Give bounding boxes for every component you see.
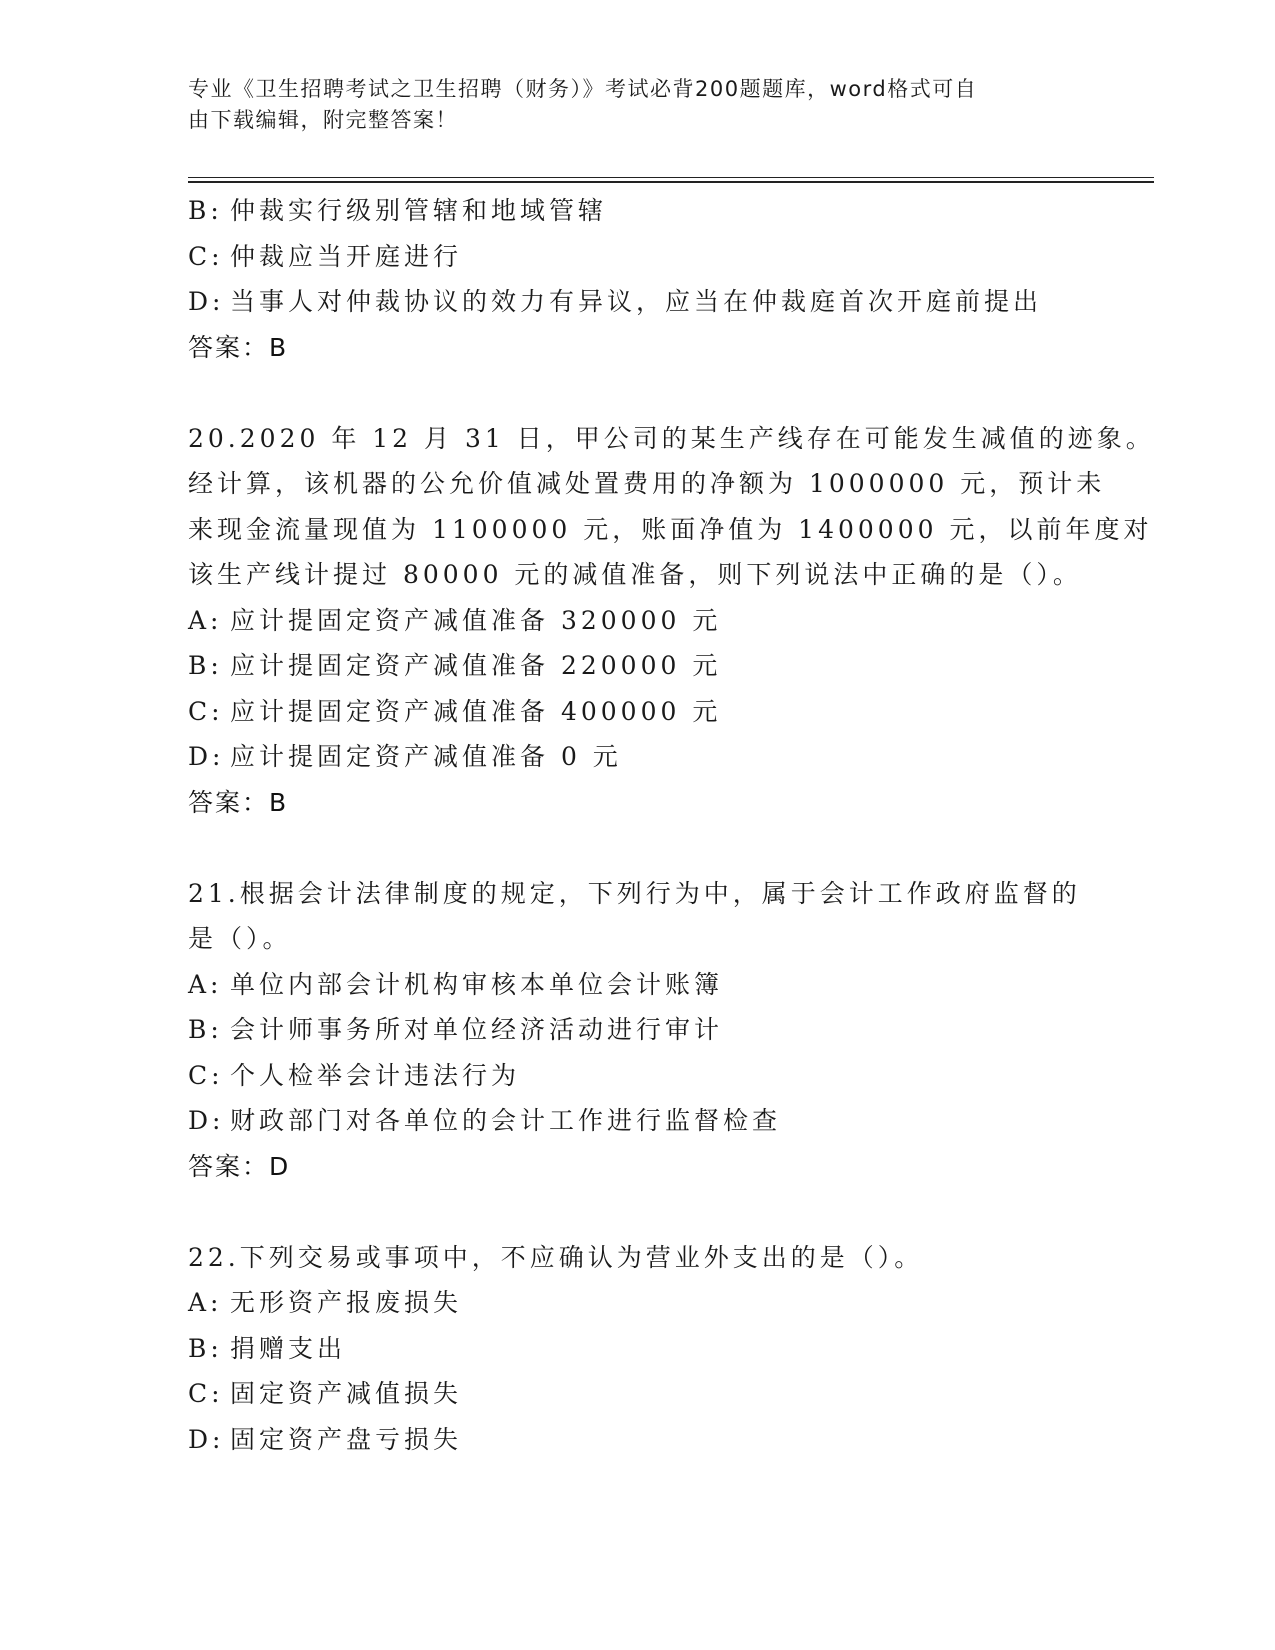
option-key: C:: [188, 241, 224, 271]
option-text: 无形资产报废损失: [230, 1288, 463, 1317]
option-text: 财政部门对各单位的会计工作进行监督检查: [230, 1106, 782, 1135]
question-stem-line: 22.下列交易或事项中，不应确认为营业外支出的是（）。: [188, 1242, 924, 1272]
option-d: [188, 1098, 1088, 1144]
option-a: [188, 1280, 1088, 1326]
option-text: 仲裁应当开庭进行: [230, 241, 463, 271]
header-divider-thin: [188, 177, 1154, 178]
option-text: 捐赠支出: [230, 1333, 347, 1363]
option-text: 单位内部会计机构审核本单位会计账簿: [230, 969, 724, 999]
option-key: B:: [188, 196, 223, 225]
option-d: [188, 734, 1088, 780]
option-key: D:: [188, 1106, 225, 1135]
option-a: [188, 962, 1088, 1008]
option-key: B:: [188, 1015, 223, 1044]
option-d: [188, 1417, 1088, 1463]
question-22: [188, 1235, 1088, 1463]
option-text: 固定资产盘亏损失: [230, 1424, 463, 1454]
option-key: B:: [188, 1333, 223, 1363]
question-stem-line: 该生产线计提过 80000 元的减值准备，则下列说法中正确的是（）。: [188, 560, 1082, 589]
option-text: 固定资产减值损失: [230, 1379, 463, 1408]
option-b: [188, 1326, 1088, 1372]
option-text: 应计提固定资产减值准备 320000 元: [230, 605, 722, 635]
option-key: A:: [188, 1288, 223, 1317]
question-21: [188, 871, 1088, 1190]
option-c: [188, 234, 1088, 280]
option-text: 当事人对仲裁协议的效力有异议，应当在仲裁庭首次开庭前提出: [230, 287, 1043, 316]
option-key: C:: [188, 696, 224, 726]
option-key: A:: [188, 969, 223, 999]
option-key: C:: [188, 1060, 224, 1090]
option-d: [188, 279, 1088, 325]
option-key: C:: [188, 1379, 224, 1408]
header-line-2: 由下载编辑，附完整答案！: [188, 108, 458, 132]
option-key: D:: [188, 742, 225, 771]
answer-label: 答案：B: [188, 332, 289, 362]
option-c: [188, 1053, 1088, 1099]
option-key: B:: [188, 651, 223, 680]
question-stem-line: 21.根据会计法律制度的规定，下列行为中，属于会计工作政府监督的: [188, 878, 1081, 908]
option-key: D:: [188, 1424, 225, 1454]
option-b: [188, 643, 1088, 689]
question-stem-line: 来现金流量现值为 1100000 元，账面净值为 1400000 元，以前年度对: [188, 514, 1153, 544]
option-key: A:: [188, 605, 223, 635]
option-text: 仲裁实行级别管辖和地域管辖: [230, 196, 608, 225]
question-stem-line: 20.2020 年 12 月 31 日，甲公司的某生产线存在可能发生减值的迹象。: [188, 423, 1155, 453]
spacer: [188, 370, 1088, 416]
option-text: 应计提固定资产减值准备 400000 元: [230, 696, 722, 726]
option-b: [188, 1007, 1088, 1053]
spacer: [188, 825, 1088, 871]
document-body: [188, 188, 1155, 1462]
option-c: [188, 689, 1088, 735]
answer-label: 答案：B: [188, 787, 289, 817]
option-c: [188, 1371, 1088, 1417]
option-text: 应计提固定资产减值准备 220000 元: [230, 651, 722, 680]
spacer: [188, 1189, 1088, 1235]
header-divider-thick: [188, 181, 1154, 183]
question-stem-line: 是（）。: [188, 924, 292, 953]
option-key: D:: [188, 287, 225, 316]
question-19-continued: [188, 188, 1088, 370]
header-line-1: 专业《卫生招聘考试之卫生招聘（财务）》考试必背200题题库，word格式可自: [188, 77, 978, 101]
document-header: [188, 74, 1068, 136]
answer-label: 答案：D: [188, 1151, 291, 1181]
option-text: 会计师事务所对单位经济活动进行审计: [230, 1015, 724, 1044]
option-b: [188, 188, 1088, 234]
option-text: 应计提固定资产减值准备 0 元: [230, 742, 622, 771]
question-stem-line: 经计算，该机器的公允价值减处置费用的净额为 1000000 元，预计未: [188, 469, 1106, 498]
option-a: [188, 598, 1088, 644]
question-20: [188, 416, 1155, 826]
option-text: 个人检举会计违法行为: [230, 1060, 521, 1090]
